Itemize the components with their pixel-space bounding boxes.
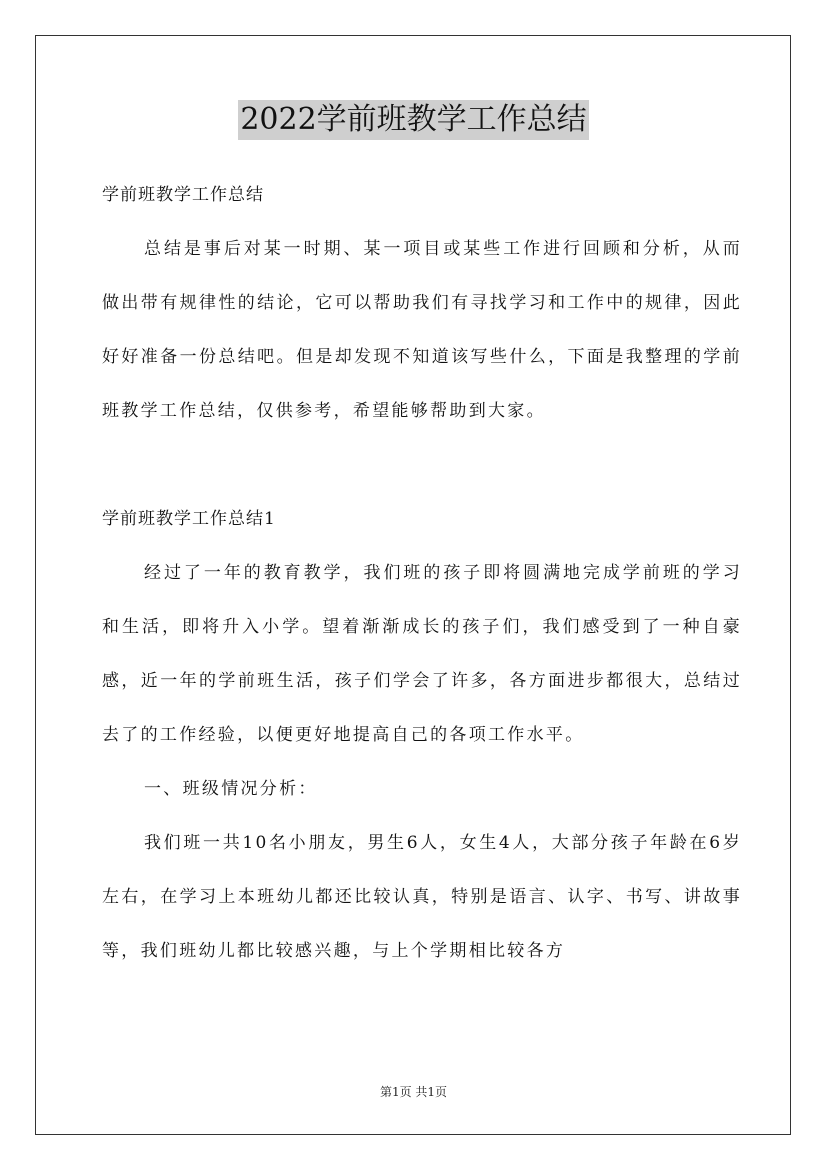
title-container	[0, 100, 827, 140]
class-analysis-paragraph: 我们班一共10名小朋友，男生6人，女生4人，大部分孩子年龄在6岁左右，在学习上本班幼儿都还比较认真，特别是语言、认字、书写、讲故事等，我们班幼儿都比较感兴趣，与上个学期相比较各方	[102, 833, 742, 961]
paragraph-gap	[102, 438, 742, 492]
document-body	[102, 168, 742, 978]
section-paragraph: 经过了一年的教育教学，我们班的孩子即将圆满地完成学前班的学习和生活，即将升入小学。望着渐渐成长的孩子们，我们感受到了一种自豪感，近一年的学前班生活，孩子们学会了许多，各方面进步都很大，总结过去了的工作经验，以便更好地提高自己的各项工作水平。	[102, 563, 742, 745]
intro-paragraph: 总结是事后对某一时期、某一项目或某些工作进行回顾和分析，从而做出带有规律性的结论，它可以帮助我们有寻找学习和工作中的规律，因此好好准备一份总结吧。但是却发现不知道该写些什么，下面是我整理的学前班教学工作总结，仅供参考，希望能够帮助到大家。	[102, 239, 742, 421]
section-subheading: 一、班级情况分析：	[144, 779, 318, 799]
subtitle-heading: 学前班教学工作总结	[102, 185, 264, 205]
document-title: 2022学前班教学工作总结	[238, 100, 588, 140]
page-footer: 第1页 共1页	[379, 1085, 448, 1099]
section-heading: 学前班教学工作总结1	[102, 509, 276, 529]
